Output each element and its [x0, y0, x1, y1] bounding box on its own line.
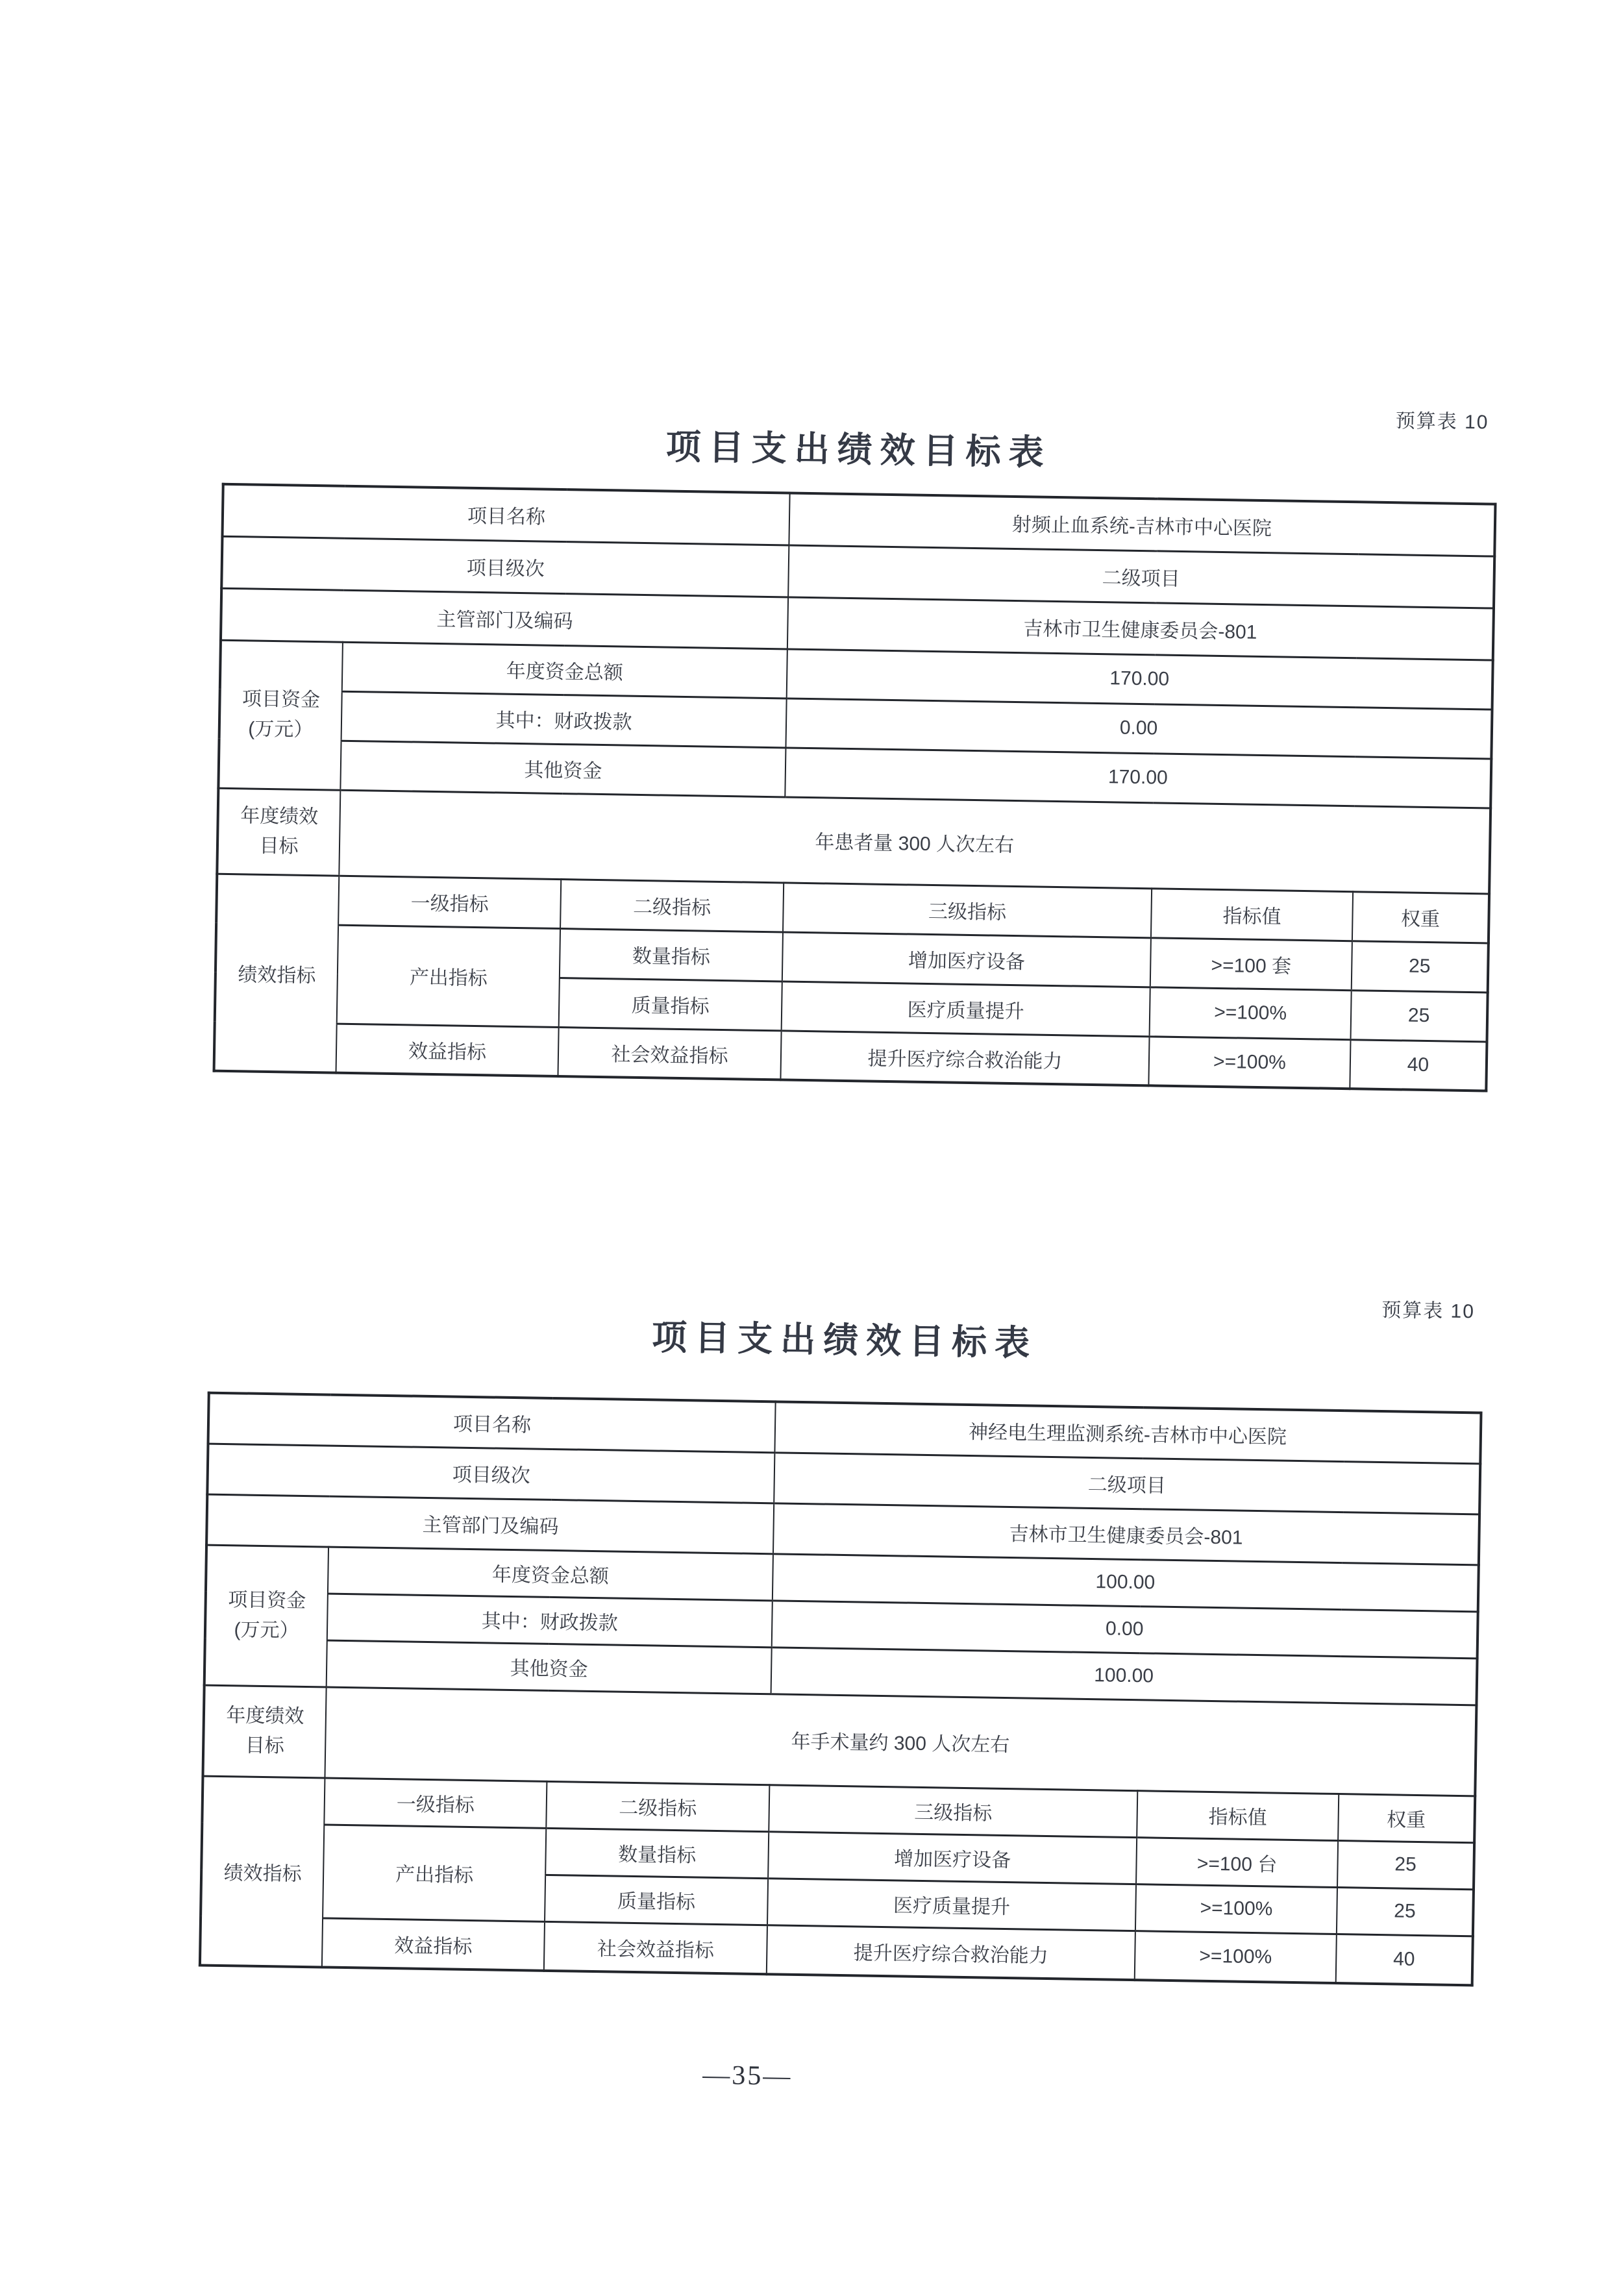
funding-fiscal-value: 0.00 [785, 698, 1492, 758]
annual-goal-value: 年患者量 300 人次左右 [339, 790, 1490, 894]
header-level3: 三级指标 [783, 882, 1152, 937]
annual-goal-label: 年度绩效 目标 [217, 788, 340, 876]
funding-other-value: 170.00 [785, 747, 1491, 808]
project-level-value: 二级项目 [788, 545, 1494, 608]
quality-indicator-desc: 医疗质量提升 [782, 981, 1150, 1036]
social-indicator-desc: 提升医疗综合救治能力 [780, 1030, 1149, 1085]
header-level1: 一级指标 [324, 1778, 547, 1828]
sheet1-title: 项目支出绩效目标表 [665, 427, 1052, 473]
funding-total-label: 年度资金总额 [328, 1547, 773, 1601]
output-indicator-label: 产出指标 [323, 1825, 546, 1921]
performance-target-table-1 [213, 483, 1497, 1092]
funding-other-value: 100.00 [771, 1647, 1478, 1705]
funding-total-value: 100.00 [773, 1553, 1479, 1611]
header-value: 指标值 [1151, 888, 1353, 941]
funding-fiscal-value: 0.00 [772, 1600, 1478, 1658]
header-value: 指标值 [1137, 1790, 1339, 1840]
quantity-indicator-desc: 增加医疗设备 [768, 1831, 1137, 1884]
header-weight: 权重 [1338, 1794, 1475, 1842]
project-name-value: 神经电生理监测系统-吉林市中心医院 [774, 1401, 1481, 1463]
header-level2: 二级指标 [560, 879, 784, 932]
budget-sheet-label-2: 预算表 10 [1381, 1299, 1476, 1323]
perf-left-label: 绩效指标 [200, 1776, 325, 1968]
social-indicator-weight: 40 [1350, 1039, 1487, 1091]
quality-indicator-value: >=100% [1135, 1884, 1337, 1934]
quality-indicator-desc: 医疗质量提升 [767, 1878, 1136, 1931]
quantity-indicator-value: >=100 台 [1136, 1837, 1338, 1887]
funding-other-label: 其他资金 [340, 741, 785, 797]
budget-sheet-label-1: 预算表 10 [1395, 410, 1489, 434]
funding-fiscal-label: 其中：财政拨款 [327, 1594, 773, 1648]
annual-goal-label: 年度绩效 目标 [203, 1685, 326, 1778]
funding-total-value: 170.00 [787, 648, 1493, 709]
performance-target-table-2 [199, 1392, 1483, 1987]
funding-other-label: 其他资金 [327, 1640, 772, 1694]
funding-group-label: 项目资金 (万元） [218, 640, 343, 790]
page-number: —35— [702, 2060, 793, 2092]
project-level-value: 二级项目 [774, 1452, 1480, 1514]
quantity-indicator-label: 数量指标 [545, 1828, 769, 1878]
quantity-indicator-value: >=100 套 [1150, 937, 1352, 990]
funding-group-label: 项目资金 (万元） [204, 1545, 328, 1687]
header-level3: 三级指标 [769, 1784, 1137, 1837]
annual-goal-value: 年手术量约 300 人次左右 [325, 1687, 1476, 1796]
output-indicator-label: 产出指标 [337, 925, 560, 1027]
header-weight: 权重 [1352, 891, 1489, 943]
department-label: 主管部门及编码 [221, 588, 788, 649]
social-indicator-value: >=100% [1148, 1036, 1350, 1089]
project-name-label: 项目名称 [222, 484, 789, 545]
project-name-label: 项目名称 [208, 1393, 776, 1453]
quality-indicator-value: >=100% [1150, 987, 1352, 1039]
social-indicator-desc: 提升医疗综合救治能力 [767, 1925, 1135, 1980]
department-value: 吉林市卫生健康委员会-801 [787, 597, 1494, 660]
funding-fiscal-label: 其中：财政拨款 [341, 691, 787, 748]
department-value: 吉林市卫生健康委员会-801 [773, 1503, 1479, 1564]
sheet2-title: 项目支出绩效目标表 [651, 1318, 1038, 1363]
project-level-label: 项目级次 [221, 536, 789, 597]
project-level-label: 项目级次 [207, 1444, 774, 1503]
quantity-indicator-weight: 25 [1337, 1840, 1474, 1889]
social-indicator-value: >=100% [1135, 1931, 1337, 1983]
quality-indicator-label: 质量指标 [559, 978, 782, 1030]
header-level1: 一级指标 [338, 876, 561, 928]
benefit-indicator-label: 效益指标 [336, 1024, 559, 1076]
social-indicator-label: 社会效益指标 [558, 1027, 781, 1080]
quality-indicator-weight: 25 [1337, 1887, 1474, 1936]
quality-indicator-label: 质量指标 [545, 1875, 768, 1925]
department-label: 主管部门及编码 [206, 1494, 774, 1554]
quantity-indicator-desc: 增加医疗设备 [782, 932, 1151, 987]
header-level2: 二级指标 [546, 1781, 769, 1831]
funding-total-label: 年度资金总额 [342, 642, 787, 698]
project-name-value: 射频止血系统-吉林市中心医院 [789, 493, 1495, 556]
quantity-indicator-weight: 25 [1352, 941, 1489, 992]
social-indicator-weight: 40 [1336, 1934, 1473, 1985]
quantity-indicator-label: 数量指标 [560, 928, 783, 981]
benefit-indicator-label: 效益指标 [322, 1918, 545, 1970]
perf-left-label: 绩效指标 [214, 874, 340, 1073]
social-indicator-label: 社会效益指标 [544, 1921, 767, 1974]
quality-indicator-weight: 25 [1351, 990, 1488, 1041]
